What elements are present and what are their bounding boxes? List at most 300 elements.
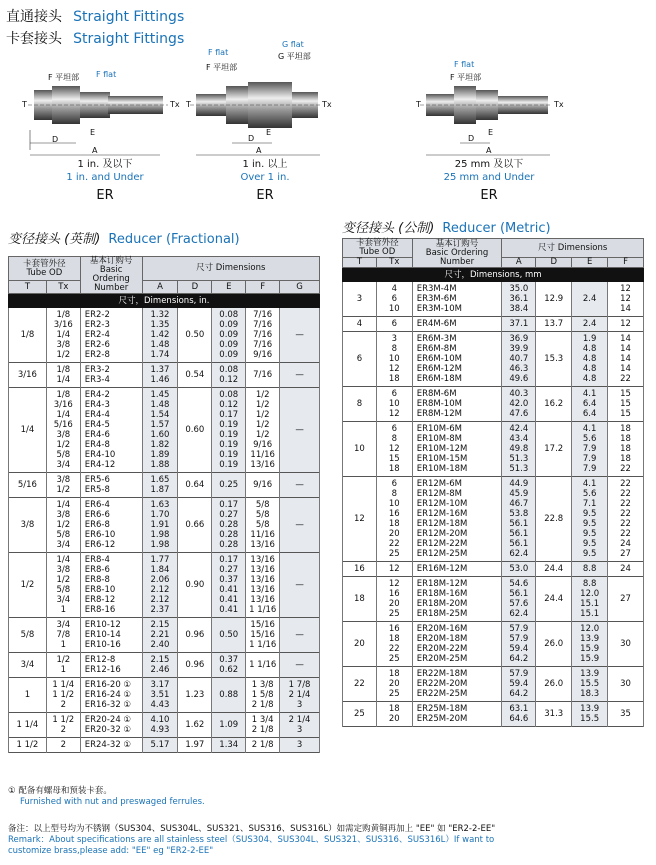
cell-number-value: ER4-2 (84, 390, 110, 400)
cell-a-value: 2.12 (150, 585, 170, 595)
cell-a (142, 678, 178, 713)
cell-tx-value: 12 (388, 444, 400, 454)
cell-a-value: 59.4 (509, 644, 529, 654)
cell-f-value: 13/16 (250, 460, 275, 470)
cell-t: 6 (343, 332, 377, 387)
cell-e (212, 553, 246, 618)
cell-g: 3 (280, 738, 320, 753)
cell-e-value: 15.5 (580, 679, 600, 689)
cell-a-value: 64.2 (509, 654, 529, 664)
cell-a-value: 1.91 (150, 520, 170, 530)
cell-tx-value: 8 (391, 344, 397, 354)
cell-tx-value: 1/4 (56, 555, 71, 565)
cell-tx-value: 1 (60, 605, 67, 615)
cell-a-value: 57.9 (509, 669, 529, 679)
footnote-1-cn: ① 配备有螺母和预装卡套。 (8, 786, 112, 796)
cell-t: 1 1/4 (9, 713, 47, 738)
cell-e: 0.25 (212, 473, 246, 498)
d2-label-g-cn: G 平坦部 (278, 52, 311, 61)
header-en-1: Straight Fittings (73, 9, 185, 25)
cell-f-value: 1/2 (255, 420, 270, 430)
cell-number-value: ER18M-25M (416, 609, 468, 619)
cell-number-value: ER10-16 (84, 640, 121, 650)
cell-tx-value: 1/2 (56, 575, 71, 585)
d2-label-f-cn: F 平坦部 (206, 63, 238, 72)
cell-f-value: 22 (620, 479, 631, 489)
cell-number (80, 498, 142, 553)
cell-d: 24.4 (536, 577, 572, 622)
cell-number-value: ER8-6 (84, 565, 110, 575)
cell-e (212, 653, 246, 678)
fractional-col-t: T (9, 281, 47, 294)
cell-e-value: 18.3 (580, 689, 600, 699)
cell-number (412, 332, 502, 387)
cell-e-value: 0.62 (219, 665, 239, 675)
cell-number-value: ER8-8 (84, 575, 110, 585)
cell-tx (46, 553, 80, 618)
cell-a (502, 562, 536, 577)
metric-header-row-1 (343, 239, 644, 258)
fractional-body (9, 308, 320, 753)
cell-number-value: ER20M-16M (416, 624, 468, 634)
cell-a (142, 388, 178, 473)
cell-a-value: 1.82 (150, 440, 170, 450)
cell-tx-value: 10 (388, 304, 400, 314)
cell-f-value: 5/8 (255, 500, 270, 510)
cell-tx-value: 3/16 (53, 320, 73, 330)
cell-tx-value: 22 (388, 539, 400, 549)
table-row (343, 387, 644, 422)
cell-tx-value: 3 (391, 334, 397, 344)
cell-a (502, 622, 536, 667)
cell-t: 4 (343, 317, 377, 332)
cell-number-value: ER12M-18M (416, 519, 468, 529)
cell-a (502, 477, 536, 562)
cell-g-value: 2 1/4 (288, 690, 311, 700)
cell-number-value: ER8-4 (84, 555, 110, 565)
cell-tx-value: 6 (391, 424, 397, 434)
cell-tx-value: 16 (388, 624, 400, 634)
cell-d: 16.2 (536, 387, 572, 422)
fractional-head-basic (80, 257, 142, 294)
cell-tx (376, 562, 412, 577)
cell-e-value: 0.19 (219, 430, 239, 440)
cell-number-value: ER10-12 (84, 620, 121, 630)
cell-e-value: 9.5 (582, 519, 597, 529)
cell-t: 16 (343, 562, 377, 577)
cell-d: 15.3 (536, 332, 572, 387)
fractional-head-tube-en: Tube OD (26, 267, 63, 278)
metric-col-t: T (343, 258, 377, 268)
cell-tx-value: 1 1/4 (52, 680, 75, 690)
cell-a-value: 4.43 (150, 700, 170, 710)
cell-number-value: ER10-14 (84, 630, 121, 640)
d3-caption-cn: 25 mm 及以下 (454, 159, 524, 170)
cell-a-value: 1.37 (150, 365, 170, 375)
cell-e-value: 15.9 (580, 654, 600, 664)
cell-a-value: 1.84 (150, 565, 170, 575)
cell-f-value: 1/2 (255, 390, 270, 400)
cell-a-value: 36.9 (509, 334, 529, 344)
cell-tx-value: 20 (388, 599, 400, 609)
metric-head-tube (343, 239, 413, 258)
cell-number-value: ER4-10 (84, 450, 116, 460)
cell-number-value: ER3-2 (84, 365, 110, 375)
table-row (9, 653, 320, 678)
cell-tx-value: 5/8 (56, 585, 71, 595)
cell-f-value: 15/16 (250, 630, 275, 640)
cell-f (246, 388, 280, 473)
cell-tx-value: 18 (388, 634, 400, 644)
cell-f-value: 15 (620, 399, 631, 409)
cell-tx-value: 25 (388, 609, 400, 619)
cell-number-value: ER22M-20M (416, 679, 468, 689)
cell-g: — (280, 473, 320, 498)
cell-e-value: 0.19 (219, 460, 239, 470)
table-row (9, 738, 320, 753)
metric-title-en: Reducer (Metric) (442, 221, 551, 236)
d2-label-f-en: F flat (208, 48, 229, 57)
cell-a-value: 3.51 (150, 690, 170, 700)
cell-a-value: 46.7 (509, 499, 529, 509)
table-row (9, 363, 320, 388)
cell-e-value: 9.5 (582, 529, 597, 539)
cell-e-value: 15.1 (580, 599, 600, 609)
cell-e-value: 4.8 (582, 354, 597, 364)
metric-col-e: E (572, 258, 608, 268)
cell-a-value: 1.45 (150, 390, 170, 400)
cell-f-value: 5/8 (255, 510, 270, 520)
cell-e-value: 0.09 (219, 340, 239, 350)
cell-f-value: 22 (620, 529, 631, 539)
cell-e: 0.88 (212, 678, 246, 713)
cell-a-value: 2.15 (150, 620, 170, 630)
cell-number (412, 702, 502, 727)
cell-d: 24.4 (536, 562, 572, 577)
d2-label-g-en: G flat (282, 40, 304, 49)
cell-a (142, 363, 178, 388)
cell-f-value: 22 (620, 464, 631, 474)
cell-e-value: 5.6 (582, 434, 597, 444)
cell-d: 0.60 (178, 388, 212, 473)
cell-tx-value: 3/8 (56, 565, 71, 575)
cell-a-value: 1.42 (150, 330, 170, 340)
cell-f-value: 11/16 (250, 530, 275, 540)
cell-f-value: 22 (620, 499, 631, 509)
table-row (343, 562, 644, 577)
cell-number (412, 562, 502, 577)
cell-a (142, 498, 178, 553)
cell-e-value: 7.9 (582, 444, 597, 454)
cell-f: 27 (608, 577, 644, 622)
cell-a-value: 1.63 (150, 500, 170, 510)
fractional-title (8, 228, 240, 247)
cell-f-value: 18 (620, 424, 631, 434)
cell-f (246, 498, 280, 553)
cell-tx (376, 622, 412, 667)
cell-tx (46, 738, 80, 753)
cell-t: 8 (343, 387, 377, 422)
cell-a-value: 62.4 (509, 609, 529, 619)
fractional-header-row-1 (9, 257, 320, 281)
cell-tx-value: 3/8 (56, 475, 71, 485)
cell-number (412, 387, 502, 422)
cell-a-value: 51.3 (509, 454, 529, 464)
cell-tx-value: 18 (388, 464, 400, 474)
d3-label-tx: Tx (554, 100, 564, 109)
cell-tx-value: 7/8 (56, 630, 71, 640)
cell-tx-value: 15 (388, 454, 400, 464)
cell-number-value: ER12M-16M (416, 509, 468, 519)
cell-tx-value: 25 (388, 654, 400, 664)
d1-caption-en: 1 in. and Under (66, 172, 144, 183)
cell-tx-value: 20 (388, 679, 400, 689)
cell-e: 1.09 (212, 713, 246, 738)
cell-number (412, 577, 502, 622)
cell-d: 31.3 (536, 702, 572, 727)
cell-t: 3 (343, 282, 377, 317)
cell-a (142, 713, 178, 738)
fractional-col-d: D (178, 281, 212, 294)
cell-a-value: 2.06 (150, 575, 170, 585)
d1-caption-cn: 1 in. 及以下 (77, 159, 133, 170)
cell-f-value: 22 (620, 374, 631, 384)
cell-f-value: 13/16 (250, 595, 275, 605)
cell-tx (46, 653, 80, 678)
cell-tx-value: 12 (388, 579, 400, 589)
cell-tx-value: 25 (388, 689, 400, 699)
cell-a (502, 702, 536, 727)
cell-f-value: 14 (620, 364, 631, 374)
cell-number-value: ER8M-10M (416, 399, 462, 409)
d3-label-a: A (486, 146, 492, 155)
cell-tx-value: 5/16 (53, 420, 73, 430)
cell-f-value: 12 (620, 294, 631, 304)
cell-f-value: 7/16 (253, 340, 273, 350)
cell-a (142, 653, 178, 678)
metric-col-d: D (536, 258, 572, 268)
cell-a-value: 1.98 (150, 530, 170, 540)
cell-a-value: 43.4 (509, 434, 529, 444)
metric-title (342, 217, 551, 236)
fractional-head-dim: 尺寸 Dimensions (142, 257, 319, 281)
cell-d: 1.23 (178, 678, 212, 713)
fractional-table (8, 256, 320, 753)
cell-tx-value: 3/8 (56, 510, 71, 520)
cell-number-value: ER6-10 (84, 530, 116, 540)
table-row (343, 422, 644, 477)
cell-number-value: ER4-4 (84, 410, 110, 420)
d1-label-f-en: F flat (96, 70, 117, 79)
cell-number-value: ER10M-15M (416, 454, 468, 464)
cell-tx-value: 3/8 (56, 340, 71, 350)
table-row (9, 308, 320, 363)
cell-tx-value: 5/8 (56, 450, 71, 460)
cell-tx-value: 1/4 (56, 410, 71, 420)
cell-a-value: 1.60 (150, 430, 170, 440)
cell-f: 9/16 (246, 473, 280, 498)
cell-f-value: 18 (620, 454, 631, 464)
cell-number-value: ER10M-8M (416, 434, 462, 444)
cell-number-value: ER2-8 (84, 350, 110, 360)
cell-number-value: ER12M-10M (416, 499, 468, 509)
cell-a-value: 44.9 (509, 479, 529, 489)
cell-f (246, 553, 280, 618)
metric-head-tube-en: Tube OD (359, 247, 396, 257)
cell-e (212, 308, 246, 363)
cell-a-value: 1.65 (150, 475, 170, 485)
cell-number (80, 363, 142, 388)
cell-f-value: 13/16 (250, 555, 275, 565)
cell-t: 10 (343, 422, 377, 477)
cell-t: 3/8 (9, 498, 47, 553)
cell-f-value: 15 (620, 389, 631, 399)
cell-number-value: ER3M-4M (416, 284, 457, 294)
cell-number-value: ER8-10 (84, 585, 116, 595)
cell-number-value: ER4-6 (84, 430, 110, 440)
cell-number-value: ER2-3 (84, 320, 110, 330)
cell-tx-value: 10 (388, 354, 400, 364)
cell-e-value: 0.27 (219, 565, 239, 575)
cell-number-value: ER3M-10M (416, 304, 462, 314)
cell-e-value: 0.37 (219, 575, 239, 585)
cell-a-value: 49.8 (509, 444, 529, 454)
cell-number (80, 738, 142, 753)
cell-tx-value: 1 (60, 640, 67, 650)
cell-tx-value: 10 (388, 399, 400, 409)
cell-tx (46, 308, 80, 363)
cell-a (142, 473, 178, 498)
cell-tx (46, 473, 80, 498)
cell-tx-value: 1/4 (56, 375, 71, 385)
cell-number-value: ER20-32 ① (84, 725, 132, 735)
cell-number-value: ER6-6 (84, 510, 110, 520)
cell-a-value: 57.9 (509, 624, 529, 634)
cell-f-value: 18 (620, 434, 631, 444)
cell-e-value: 5.6 (582, 489, 597, 499)
cell-f-value: 1/2 (255, 400, 270, 410)
cell-tx (376, 477, 412, 562)
cell-tx-value: 1/2 (56, 485, 71, 495)
cell-a-value: 54.6 (509, 579, 529, 589)
cell-number (80, 713, 142, 738)
cell-tx-value: 8 (391, 434, 397, 444)
cell-tx-value: 12 (388, 564, 400, 574)
cell-a (142, 618, 178, 653)
cell-number-value: ER16-20 ① (84, 680, 132, 690)
cell-e (212, 388, 246, 473)
cell-tx (46, 388, 80, 473)
d2-label-t: T (186, 100, 191, 109)
cell-a-value: 1.87 (150, 485, 170, 495)
cell-e-value: 0.41 (219, 595, 239, 605)
cell-f-value: 1 1/16 (249, 605, 277, 615)
metric-table (342, 238, 644, 727)
cell-e-value: 0.37 (219, 655, 239, 665)
cell-g-value: 3 (296, 725, 303, 735)
d1-label-d: D (52, 135, 59, 144)
cell-number-value: ER12M-20M (416, 529, 468, 539)
cell-a-value: 51.3 (509, 464, 529, 474)
d1-model: ER (96, 188, 114, 203)
diagram-1-fitting (28, 86, 168, 155)
cell-d: 26.0 (536, 667, 572, 702)
cell-e-value: 7.9 (582, 464, 597, 474)
cell-tx-value: 12 (388, 409, 400, 419)
cell-tx-value: 18 (388, 519, 400, 529)
metric-col-a: A (502, 258, 536, 268)
cell-f-value: 18 (620, 444, 631, 454)
table-row (9, 618, 320, 653)
cell-f-value: 7/16 (253, 330, 273, 340)
cell-f-value: 7/16 (253, 320, 273, 330)
table-row (343, 317, 644, 332)
cell-a-value: 53.8 (509, 509, 529, 519)
cell-number-value: ER8M-6M (416, 389, 457, 399)
metric-band-row (343, 268, 644, 282)
cell-f: 7/16 (246, 363, 280, 388)
cell-d: 26.0 (536, 622, 572, 667)
cell-e-value: 0.19 (219, 420, 239, 430)
cell-a-value: 63.1 (509, 704, 529, 714)
cell-e-value: 8.8 (582, 579, 597, 589)
cell-number-value: ER12-8 (84, 655, 116, 665)
cell-e-value: 0.28 (219, 520, 239, 530)
fractional-title-cn: 变径接头 (英制) (8, 232, 101, 247)
cell-a-value: 64.2 (509, 689, 529, 699)
cell-number-value: ER3M-6M (416, 294, 457, 304)
cell-tx-value: 1 (60, 665, 67, 675)
cell-d: 13.7 (536, 317, 572, 332)
cell-a (142, 553, 178, 618)
cell-a-value: 2.15 (150, 655, 170, 665)
cell-g-value: 3 (296, 700, 303, 710)
cell-g: — (280, 653, 320, 678)
cell-number-value: ER4-5 (84, 420, 110, 430)
cell-tx-value: 3/16 (53, 400, 73, 410)
cell-e-value: 9.5 (582, 509, 597, 519)
cell-number-value: ER6-4 (84, 500, 110, 510)
d2-model: ER (256, 188, 274, 203)
cell-g: — (280, 498, 320, 553)
cell-e-value: 6.4 (582, 399, 597, 409)
cell-f-value: 9/16 (253, 350, 273, 360)
cell-d: 12.9 (536, 282, 572, 317)
cell-e-value: 13.9 (580, 669, 600, 679)
cell-number-value: ER2-4 (84, 330, 110, 340)
cell-a-value: 3.17 (150, 680, 170, 690)
fractional-col-a: A (142, 281, 178, 294)
cell-f-value: 24 (620, 539, 631, 549)
cell-t: 20 (343, 622, 377, 667)
cell-number-value: ER10M-6M (416, 424, 462, 434)
fractional-head-basic-en1: Basic Ordering (92, 265, 130, 284)
cell-tx-value: 1/2 (56, 350, 71, 360)
cell-number-value: ER8M-12M (416, 409, 462, 419)
cell-d: 0.64 (178, 473, 212, 498)
cell-e-value: 0.12 (219, 400, 239, 410)
cell-number-value: ER2-2 (84, 310, 110, 320)
cell-number-value: ER12M-6M (416, 479, 462, 489)
header-line-1 (6, 6, 184, 26)
cell-tx-value: 1/2 (56, 655, 71, 665)
cell-number-value: ER20-24 ① (84, 715, 132, 725)
cell-tx-value: 16 (388, 509, 400, 519)
cell-tx-value: 18 (388, 704, 400, 714)
cell-t: 22 (343, 667, 377, 702)
cell-f-value: 13/16 (250, 540, 275, 550)
cell-tx (46, 618, 80, 653)
